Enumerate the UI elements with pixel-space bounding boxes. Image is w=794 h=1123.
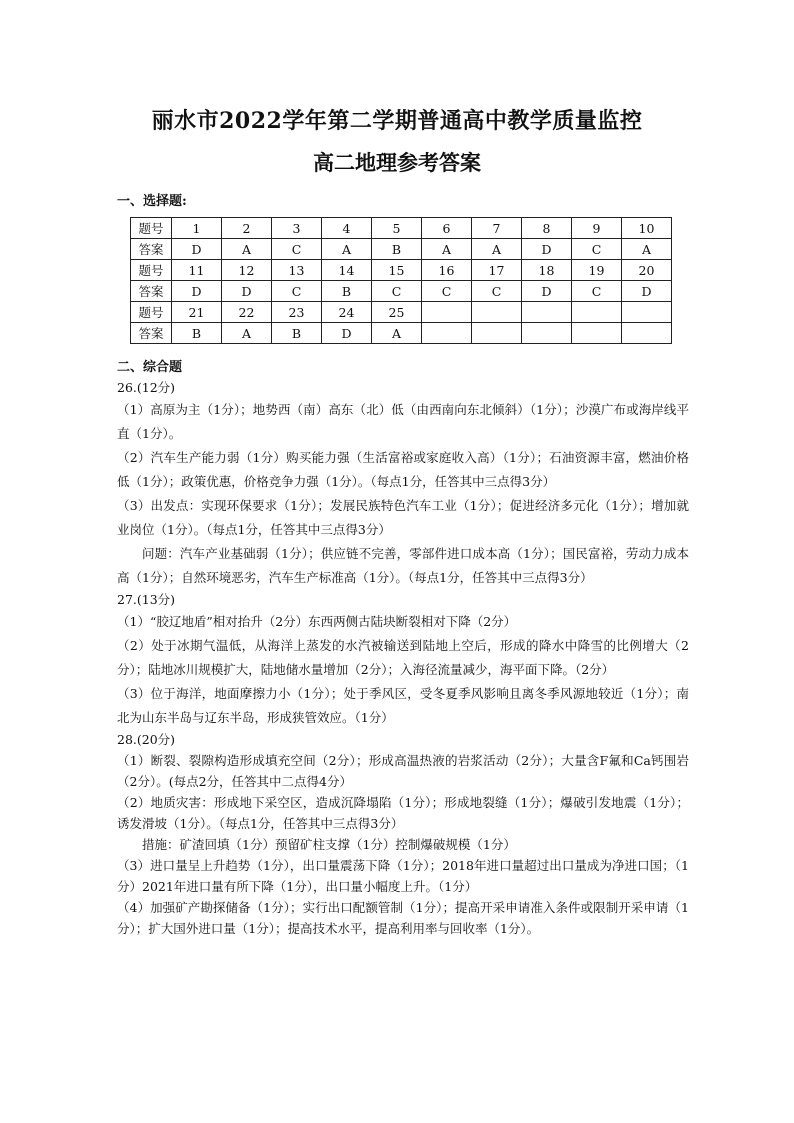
q26-part2: （2）汽车生产能力弱（1分）购买能力强（生活富裕或家庭收入高）（1分）；石油资源丰富，燃油价格低（1分）；政策优惠，价格竞争力强（1分）。（每点1分，任答其中三点得3分） [117, 450, 689, 489]
table-cell: 13 [272, 260, 322, 281]
table-cell: 11 [172, 260, 222, 281]
table-cell: D [622, 281, 672, 302]
table-cell: 6 [422, 218, 472, 239]
table-cell: B [322, 281, 372, 302]
table-cell: 3 [272, 218, 322, 239]
table-cell: A [622, 239, 672, 260]
table-cell: 15 [372, 260, 422, 281]
table-cell: D [172, 239, 222, 260]
answer-table [130, 217, 672, 344]
table-row-label: 题号 [131, 302, 172, 323]
q28-part4: （4）加强矿产勘探储备（1分）；实行出口配额管制（1分）；提高开采申请准入条件或限制开采申请（1分）；扩大国外进口量（1分）；提高技术水平，提高利用率与回收率（1分）。 [117, 900, 689, 936]
table-row-label: 题号 [131, 218, 172, 239]
table-cell: 22 [222, 302, 272, 323]
page-title: 丽水市2022学年第二学期普通高中教学质量监控 [151, 108, 643, 134]
table-row-label: 答案 [131, 323, 172, 344]
table-cell: 23 [272, 302, 322, 323]
table-cell: 25 [372, 302, 422, 323]
table-cell: 14 [322, 260, 372, 281]
table-cell: D [322, 323, 372, 344]
table-cell: 20 [622, 260, 672, 281]
table-row [131, 323, 672, 344]
table-cell [572, 302, 622, 323]
q26-part3: （3）出发点：实现环保要求（1分）；发展民族特色汽车工业（1分）；促进经济多元化（1分）；增加就业岗位（1分）。（每点1分，任答其中三点得3分） [117, 498, 689, 537]
q28-part1: （1）断裂、裂隙构造形成填充空间（2分）；形成高温热液的岩浆活动（2分）；大量含F氟和Ca钙围岩（2分）。(每点2分，任答其中二点得4分） [117, 753, 689, 789]
table-cell: C [572, 281, 622, 302]
table-row [131, 239, 672, 260]
table-cell: 7 [472, 218, 522, 239]
table-cell: B [272, 323, 322, 344]
table-cell [422, 302, 472, 323]
table-cell: 2 [222, 218, 272, 239]
table-cell [622, 302, 672, 323]
table-row [131, 218, 672, 239]
table-cell: D [522, 281, 572, 302]
table-cell: 24 [322, 302, 372, 323]
answer-body [117, 378, 689, 939]
q28-header: 28.(20分) [117, 732, 176, 747]
table-row [131, 281, 672, 302]
q26-part3-problems: 问题：汽车产业基础弱（1分）；供应链不完善，零部件进口成本高（1分）；国民富裕，劳动力成本高（1分）；自然环境恶劣，汽车生产标准高（1分）。（每点1分，任答其中三点得3分） [117, 546, 689, 585]
table-cell: 18 [522, 260, 572, 281]
table-cell: D [172, 281, 222, 302]
table-cell: 12 [222, 260, 272, 281]
q27-header: 27.(13分) [117, 592, 176, 607]
table-row [131, 260, 672, 281]
table-cell [522, 302, 572, 323]
table-cell: D [222, 281, 272, 302]
table-cell: C [472, 281, 522, 302]
table-cell: 10 [622, 218, 672, 239]
table-cell: C [272, 239, 322, 260]
table-cell: 9 [572, 218, 622, 239]
table-cell: 8 [522, 218, 572, 239]
table-cell: A [472, 239, 522, 260]
section-heading-choice: 一、选择题: [117, 194, 187, 209]
table-cell: A [322, 239, 372, 260]
table-cell: 5 [372, 218, 422, 239]
q28-part2-measures: 措施：矿渣回填（1分）预留矿柱支撑（1分）控制爆破规模（1分） [142, 837, 516, 852]
table-cell: C [422, 281, 472, 302]
q27-part2: （2）处于冰期气温低，从海洋上蒸发的水汽被输送到陆地上空后，形成的降水中降雪的比例增大（2分）；陆地冰川规模扩大，陆地储水量增加（2分）；入海径流量减少，海平面下降。（2分） [117, 638, 689, 677]
q26-header: 26.(12分) [117, 380, 176, 395]
section-heading-comprehensive: 二、综合题 [117, 360, 183, 375]
table-cell [572, 323, 622, 344]
page-subtitle: 高二地理参考答案 [313, 150, 481, 175]
table-cell: C [272, 281, 322, 302]
table-cell: 19 [572, 260, 622, 281]
table-row [131, 302, 672, 323]
table-cell: A [222, 323, 272, 344]
q27-part1: （1）“胶辽地盾”相对抬升（2分）东西两侧古陆块断裂相对下降（2分） [117, 614, 517, 629]
table-cell [422, 323, 472, 344]
table-cell: B [172, 323, 222, 344]
q28-part2: （2）地质灾害：形成地下采空区，造成沉降塌陷（1分）；形成地裂缝（1分）；爆破引发地震（1分）；诱发滑坡（1分）。（每点1分，任答其中三点得3分） [117, 795, 689, 831]
q27-part3: （3）位于海洋，地面摩擦力小（1分）；处于季风区，受冬夏季风影响且离冬季风源地较近（1分）；南北为山东半岛与辽东半岛，形成狭管效应。（1分） [117, 686, 689, 725]
table-cell [472, 323, 522, 344]
table-cell: 4 [322, 218, 372, 239]
q26-part1: （1）高原为主（1分）；地势西（南）高东（北）低（由西南向东北倾斜）（1分）；沙漠广布或海岸线平直（1分）。 [117, 402, 689, 441]
table-row-label: 答案 [131, 281, 172, 302]
table-cell: A [222, 239, 272, 260]
table-cell: 16 [422, 260, 472, 281]
q28-part3: （3）进口量呈上升趋势（1分），出口量震荡下降（1分）；2018年进口量超过出口量成为净进口国；（1分）2021年进口量有所下降（1分），出口量小幅度上升。（1分） [117, 858, 689, 894]
table-row-label: 题号 [131, 260, 172, 281]
table-cell [472, 302, 522, 323]
table-cell: A [422, 239, 472, 260]
table-cell: C [572, 239, 622, 260]
table-row-label: 答案 [131, 239, 172, 260]
table-cell: C [372, 281, 422, 302]
table-cell [522, 323, 572, 344]
table-cell: D [522, 239, 572, 260]
table-cell: 21 [172, 302, 222, 323]
table-cell: B [372, 239, 422, 260]
table-cell: A [372, 323, 422, 344]
table-cell [622, 323, 672, 344]
table-cell: 17 [472, 260, 522, 281]
table-cell: 1 [172, 218, 222, 239]
